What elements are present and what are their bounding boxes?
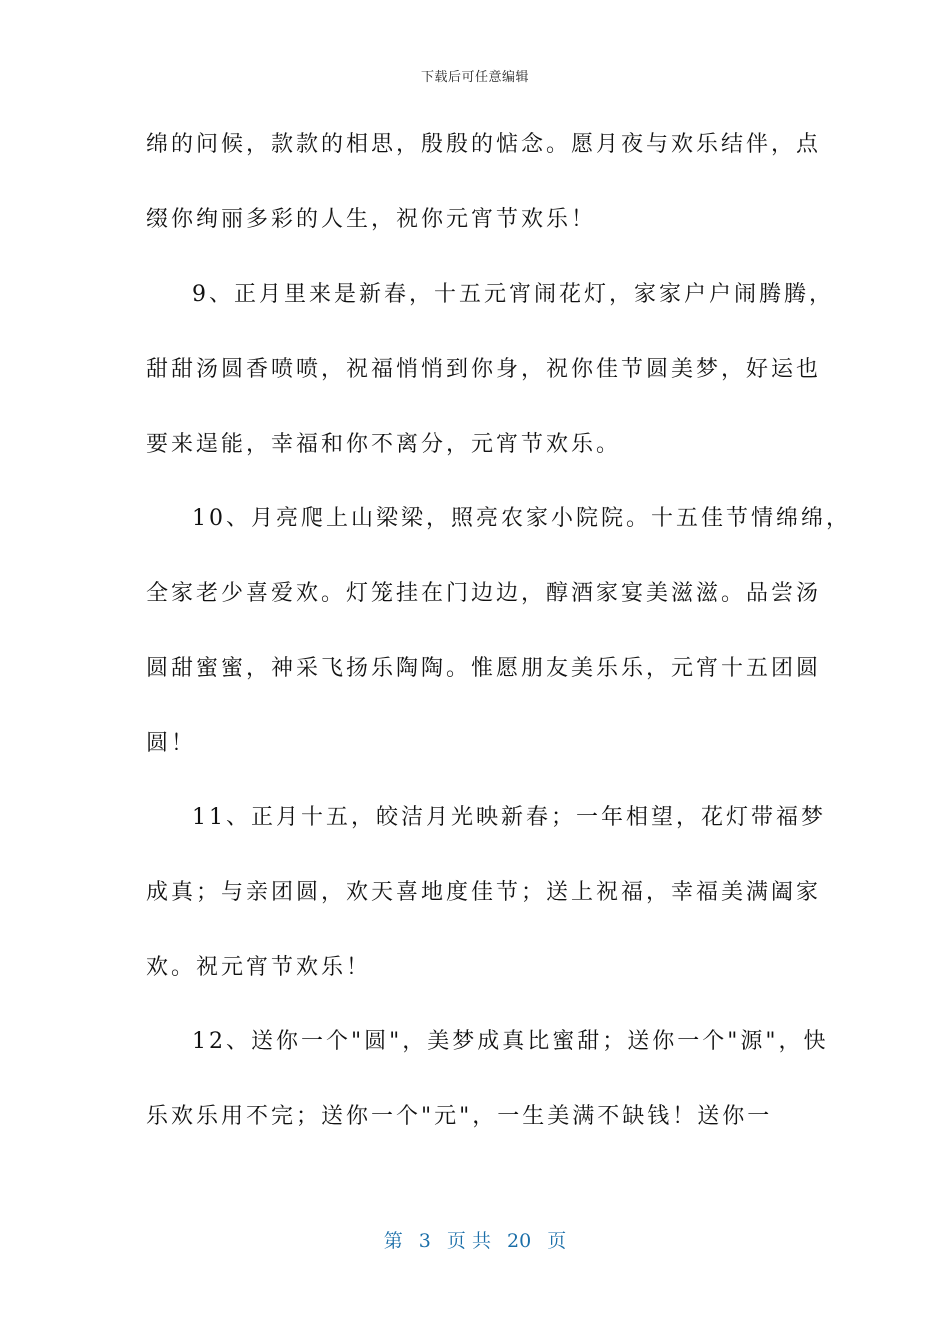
paragraph-start-9: 9、正月里来是新春，十五元宵闹花灯，家家户户闹腾腾， bbox=[192, 282, 834, 307]
paragraph-start-10: 10、月亮爬上山梁梁，照亮农家小院院。十五佳节情绵绵， bbox=[192, 506, 851, 531]
text-line: 圆甜蜜蜜，神采飞扬乐陶陶。惟愿朋友美乐乐，元宵十五团圆 bbox=[146, 656, 822, 681]
page-footer bbox=[0, 1226, 950, 1253]
paragraph-start-12: 12、送你一个"圆"，美梦成真比蜜甜；送你一个"源"，快 bbox=[192, 1029, 829, 1054]
text-line: 要来逞能，幸福和你不离分，元宵节欢乐。 bbox=[146, 432, 622, 457]
footer-prefix: 第 bbox=[383, 1230, 403, 1252]
footer-total-pages: 20 bbox=[507, 1230, 532, 1252]
footer-middle: 页 共 bbox=[446, 1230, 491, 1252]
text-line: 绵的问候，款款的相思，殷殷的惦念。愿月夜与欢乐结伴，点 bbox=[146, 132, 822, 157]
text-line: 甜甜汤圆香喷喷，祝福悄悄到你身，祝你佳节圆美梦，好运也 bbox=[146, 357, 822, 382]
text-line: 全家老少喜爱欢。灯笼挂在门边边，醇酒家宴美滋滋。品尝汤 bbox=[146, 581, 822, 606]
footer-page-number: 3 bbox=[418, 1230, 431, 1252]
text-line: 欢。祝元宵节欢乐！ bbox=[146, 955, 372, 980]
footer-suffix: 页 bbox=[547, 1230, 567, 1252]
text-line: 乐欢乐用不完；送你一个"元"，一生美满不缺钱！送你一 bbox=[146, 1104, 773, 1129]
text-line: 成真；与亲团圆，欢天喜地度佳节；送上祝福，幸福美满阖家 bbox=[146, 880, 822, 905]
text-line: 圆！ bbox=[146, 731, 197, 756]
paragraph-start-11: 11、正月十五，皎洁月光映新春；一年相望，花灯带福梦 bbox=[192, 805, 826, 830]
text-line: 缀你绚丽多彩的人生，祝你元宵节欢乐！ bbox=[146, 207, 597, 232]
header-note: 下载后可任意编辑 bbox=[420, 70, 529, 85]
